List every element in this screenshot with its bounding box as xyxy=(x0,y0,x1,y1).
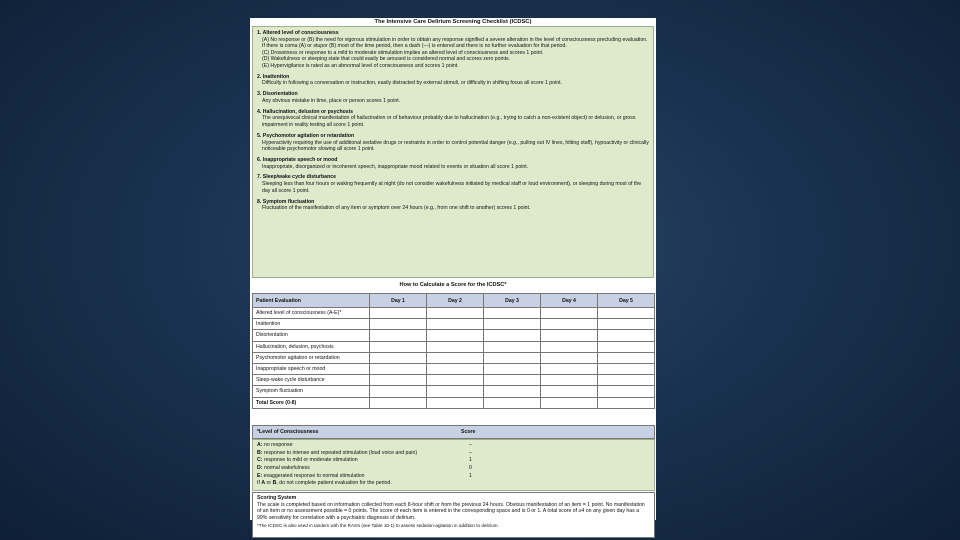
score-cell[interactable] xyxy=(598,341,655,352)
loc-key: A: xyxy=(257,442,263,448)
score-cell[interactable] xyxy=(484,308,541,319)
loc-text: no response xyxy=(263,442,293,448)
score-cell[interactable] xyxy=(541,386,598,397)
scoring-title: Scoring System xyxy=(257,495,297,501)
footnote: *The ICDSC is also used in tandem with the RASS (see Table 10-1) to assess sedation-agitation in addition to delirium. xyxy=(257,523,499,529)
section-body: Hyperactivity requiring the use of additional sedative drugs or restraints in order to control potential danger (e.g., pulling out IV lines, hitting staff), hypoactivity or clinically noticeable psychomotor slowing all score 1 point. xyxy=(262,139,649,153)
score-cell[interactable] xyxy=(427,319,484,330)
total-cell[interactable] xyxy=(598,397,655,408)
score-cell[interactable] xyxy=(427,375,484,386)
section-fluctuation xyxy=(257,199,649,212)
section-heading: 1. Altered level of consciousness xyxy=(257,30,339,36)
score-cell[interactable] xyxy=(541,330,598,341)
table-header-row xyxy=(253,294,655,308)
table-row xyxy=(253,308,655,319)
table-row xyxy=(253,330,655,341)
section-body: The unequivocal clinical manifestation of hallucination or of behaviour probably due to hallucination (e.g., trying to catch a non-existent object) or delusion, or gross impairment in reality testing all score 1 point. xyxy=(262,115,636,129)
score-cell[interactable] xyxy=(484,386,541,397)
loc-text: normal wakefulness xyxy=(263,465,310,472)
loc-row xyxy=(257,450,650,458)
section-heading: 6. Inappropriate speech or mood xyxy=(257,156,338,163)
score-cell[interactable] xyxy=(598,330,655,341)
loc-row xyxy=(257,457,650,465)
row-label: Symptom fluctuation xyxy=(253,386,370,397)
score-cell[interactable] xyxy=(370,341,427,352)
table-row xyxy=(253,341,655,352)
score-cell[interactable] xyxy=(541,375,598,386)
loc-text: response to mild or moderate stimulation xyxy=(263,457,358,464)
section-speech-mood xyxy=(257,157,649,170)
score-cell[interactable] xyxy=(541,341,598,352)
section-body: Inappropriate, disorganized or incoherent speech, inappropriate mood related to events or situation all score 1 point. xyxy=(262,163,529,170)
section-psychomotor xyxy=(257,133,649,153)
loc-row xyxy=(257,473,650,481)
section-disorientation xyxy=(257,91,649,104)
score-cell[interactable] xyxy=(370,375,427,386)
total-row xyxy=(253,397,655,408)
section-body: Fluctuation of the manifestation of any item or symptom over 24 hours (e.g., from one shift to another) scores 1 point. xyxy=(262,205,531,212)
section-heading: 5. Psychomotor agitation or retardation xyxy=(257,132,355,139)
section-heading: 3. Disorientation xyxy=(257,91,298,98)
score-cell[interactable] xyxy=(427,363,484,374)
loc-note xyxy=(257,480,650,488)
section-consciousness xyxy=(257,30,649,70)
icdsc-document xyxy=(250,18,656,529)
row-label: Inattention xyxy=(253,319,370,330)
score-cell[interactable] xyxy=(598,352,655,363)
loc-score: – xyxy=(469,442,472,448)
loc-note-b: B xyxy=(272,480,277,487)
option-c: (C) Drowsiness or response to a mild to moderate stimulation implies an altered level of consciousness and scores 1 point. xyxy=(262,49,544,56)
total-cell[interactable] xyxy=(541,397,598,408)
option-a-b: (A) No response or (B) the need for vigorous stimulation in order to obtain any response signified a severe alteration in the level of consciousness precluding evaluation. If there is coma (A) or stupor (B) most of the time period, then a dash (—) is entered and there is no further evaluation for that period. xyxy=(262,36,648,50)
loc-key: C: xyxy=(257,457,263,464)
table-row xyxy=(253,375,655,386)
loc-text: exaggerated response to normal stimulation xyxy=(263,472,365,479)
score-calc-title: How to Calculate a Score for the ICDSC* xyxy=(399,282,507,288)
loc-row xyxy=(257,442,650,450)
score-cell[interactable] xyxy=(370,330,427,341)
score-cell[interactable] xyxy=(370,308,427,319)
score-cell[interactable] xyxy=(541,308,598,319)
total-cell[interactable] xyxy=(484,397,541,408)
table-row xyxy=(253,363,655,374)
column-header: Patient Evaluation xyxy=(253,294,370,308)
loc-text: response to intense and repeated stimulation (loud voice and pain) xyxy=(263,449,418,456)
column-header: Day 5 xyxy=(598,294,655,308)
score-cell[interactable] xyxy=(541,352,598,363)
loc-header-score: Score xyxy=(461,429,476,435)
option-d: (D) Wakefulness or sleeping state that could easily be aroused is considered normal and scores zero points. xyxy=(262,56,511,63)
section-heading: 2. Inattention xyxy=(257,73,290,80)
section-sleep-wake xyxy=(257,174,649,194)
scoring-text: The scale is completed based on information collected from each 8-hour shift or from the previous 24 hours. Obvious manifestation of an item = 1 point. No manifestation of an item or no assessment possible = 0 points. The score of each item is entered in the corresponding space and is 0 or 1. A total score of ≥4 on any given day has a 99% sensitivity for correlation with a psychiatric diagnosis of delirium. xyxy=(257,501,645,521)
score-cell[interactable] xyxy=(598,375,655,386)
score-cell[interactable] xyxy=(484,330,541,341)
option-e: (E) Hypervigilance is rated as an abnormal level of consciousness and scores 1 point. xyxy=(262,62,459,69)
column-header: Day 2 xyxy=(427,294,484,308)
total-cell[interactable] xyxy=(427,397,484,408)
score-cell[interactable] xyxy=(541,319,598,330)
loc-note-or: or xyxy=(266,480,272,487)
score-cell[interactable] xyxy=(370,363,427,374)
loc-header xyxy=(252,425,655,439)
section-heading: 7. Sleep/wake cycle disturbance xyxy=(257,174,337,181)
section-heading: 4. Hallucination, delusion or psychosis xyxy=(257,108,353,115)
checklist-panel xyxy=(252,26,654,278)
table-row xyxy=(253,386,655,397)
score-cell[interactable] xyxy=(370,352,427,363)
row-label: Psychomotor agitation or retardation xyxy=(253,352,370,363)
loc-note-a: A xyxy=(261,480,266,487)
score-cell[interactable] xyxy=(598,386,655,397)
loc-key: D: xyxy=(257,465,263,472)
row-label: Hallucination, delusion, psychosis xyxy=(253,341,370,352)
score-cell[interactable] xyxy=(427,352,484,363)
score-cell[interactable] xyxy=(484,319,541,330)
document-title: The Intensive Care Delirium Screening Checklist (ICDSC) xyxy=(374,19,532,25)
section-body: Difficulty in following a conversation or instruction, easily distracted by external stimuli, or difficulty in shifting focus all score 1 point. xyxy=(262,80,562,87)
section-body: Sleeping less than four hours or waking frequently at night (do not consider wakefulness initiated by medical staff or loud environment), or sleeping during most of the day all score 1 point. xyxy=(262,181,642,194)
score-cell[interactable] xyxy=(427,341,484,352)
section-inattention xyxy=(257,74,649,87)
table-row xyxy=(253,319,655,330)
score-cell[interactable] xyxy=(598,319,655,330)
section-body: Any obvious mistake in time, place or person scores 1 point. xyxy=(262,97,401,104)
loc-note-suffix: , do not complete patient evaluation for the period. xyxy=(276,480,392,487)
patient-evaluation-table xyxy=(252,293,655,409)
total-cell[interactable] xyxy=(370,397,427,408)
score-cell[interactable] xyxy=(484,341,541,352)
loc-key: B: xyxy=(257,449,263,456)
loc-row xyxy=(257,465,650,473)
score-cell[interactable] xyxy=(427,308,484,319)
loc-score: 1 xyxy=(469,457,472,464)
column-header: Day 4 xyxy=(541,294,598,308)
total-label: Total Score (0-8) xyxy=(253,397,370,408)
column-header: Day 1 xyxy=(370,294,427,308)
section-heading: 8. Symptom fluctuation xyxy=(257,198,315,205)
row-label: Sleep-wake cycle disturbance xyxy=(253,375,370,386)
loc-header-label: *Level of Consciousness xyxy=(257,429,319,435)
score-cell[interactable] xyxy=(484,375,541,386)
score-cell[interactable] xyxy=(598,363,655,374)
row-label: Disorientation xyxy=(253,330,370,341)
loc-legend xyxy=(252,439,655,491)
table-row xyxy=(253,352,655,363)
scoring-system-box xyxy=(252,492,655,538)
score-cell[interactable] xyxy=(484,352,541,363)
loc-key: E: xyxy=(257,472,263,479)
score-cell[interactable] xyxy=(370,386,427,397)
loc-score: 1 xyxy=(469,472,472,479)
row-label: Inappropriate speech or mood xyxy=(253,363,370,374)
score-cell[interactable] xyxy=(541,363,598,374)
score-cell[interactable] xyxy=(598,308,655,319)
column-header: Day 3 xyxy=(484,294,541,308)
score-cell[interactable] xyxy=(427,386,484,397)
score-cell[interactable] xyxy=(427,330,484,341)
section-hallucination xyxy=(257,109,649,129)
score-cell[interactable] xyxy=(484,363,541,374)
loc-note-prefix: If xyxy=(257,480,260,487)
loc-score: – xyxy=(469,449,472,456)
score-cell[interactable] xyxy=(370,319,427,330)
loc-score: 0 xyxy=(469,465,472,472)
row-label: Altered level of consciousness (A-E)* xyxy=(253,308,370,319)
